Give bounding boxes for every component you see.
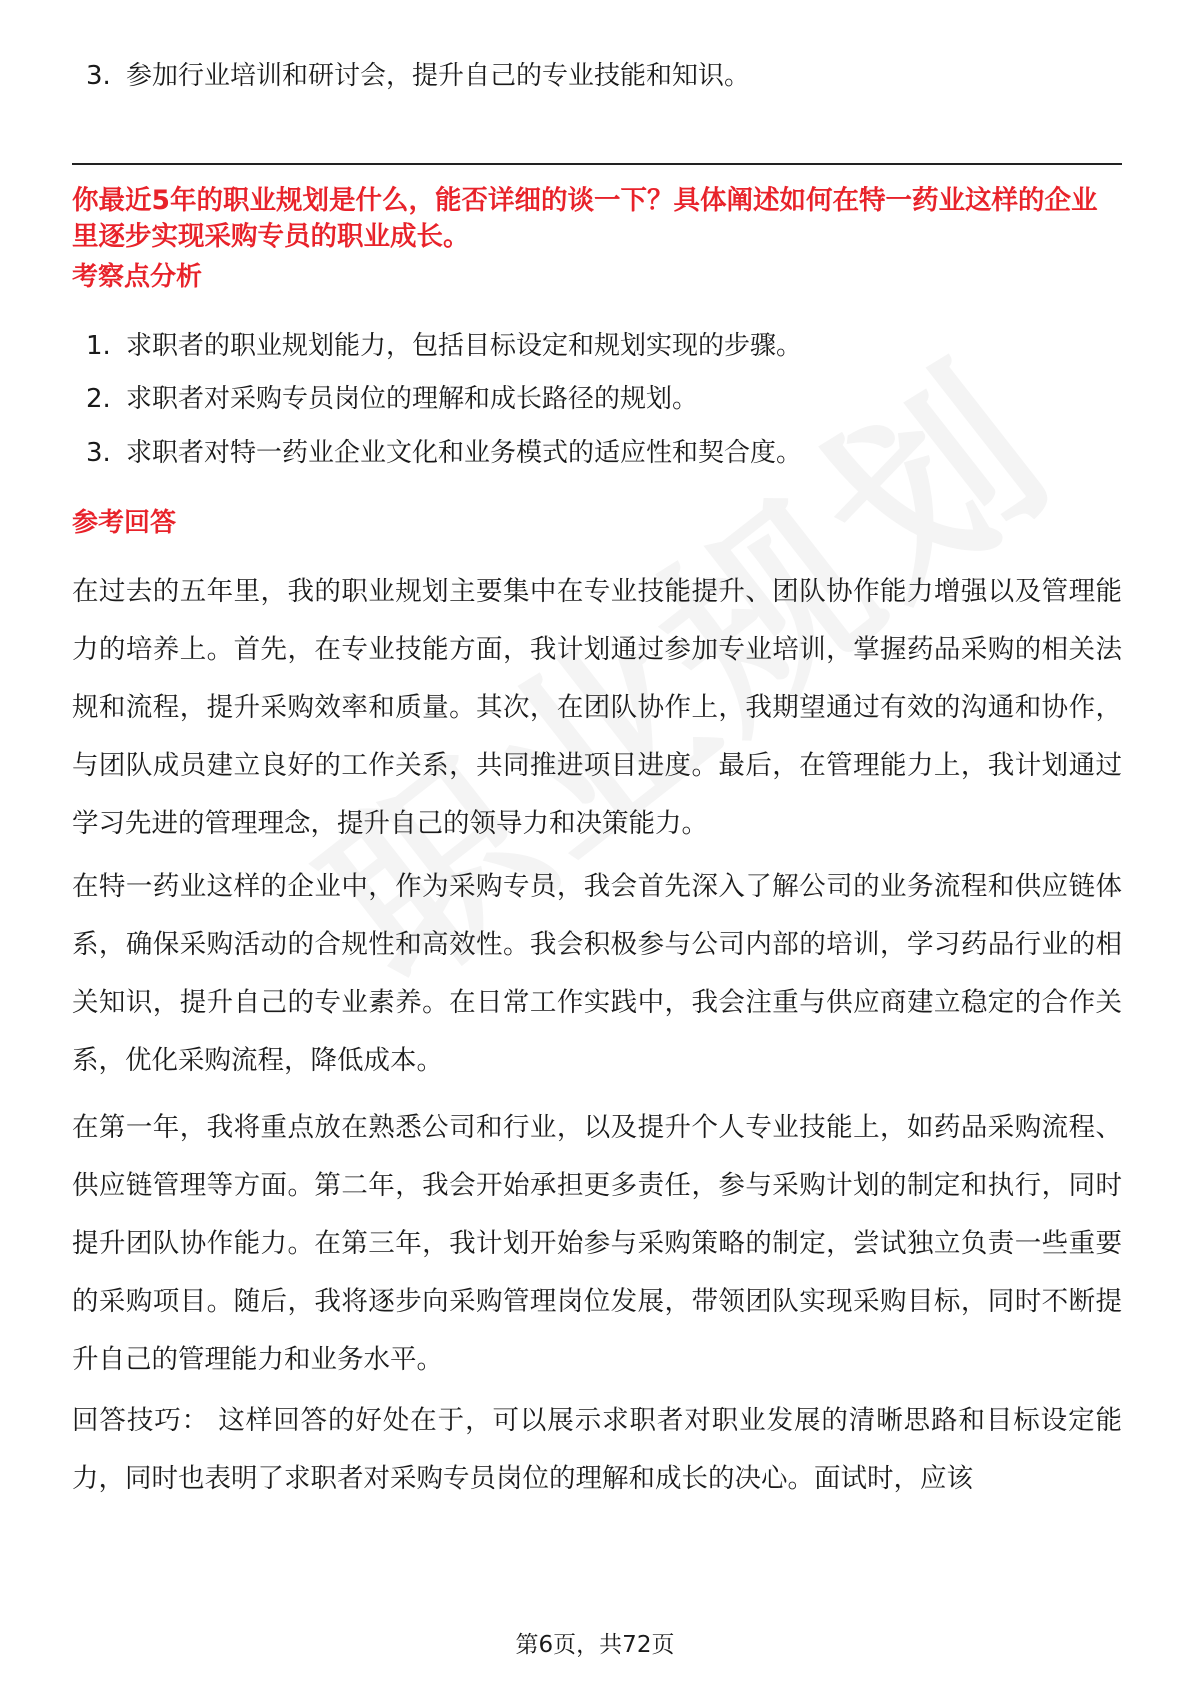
list-item (86, 328, 802, 364)
list-number: 3. (86, 61, 111, 91)
list-text: 求职者对特一药业企业文化和业务模式的适应性和契合度。 (126, 438, 803, 468)
list-item (86, 58, 750, 94)
section-divider (72, 163, 1122, 165)
answer-paragraph: 在过去的五年里，我的职业规划主要集中在专业技能提升、团队协作能力增强以及管理能力的培养上。首先，在专业技能方面，我计划通过参加专业培训，掌握药品采购的相关法规和流程，提升采购效率和质量。其次，在团队协作上，我期望通过有效的沟通和协作，与团队成员建立良好的工作关系，共同推进项目进度。最后，在管理能力上，我计划通过学习先进的管理理念，提升自己的领导力和决策能力。 (72, 576, 1122, 839)
list-number: 2. (86, 384, 111, 414)
question-heading: 你最近5年的职业规划是什么，能否详细的谈一下？具体阐述如何在特一药业这样的企业里逐步实现采购专员的职业成长。 (72, 185, 1098, 252)
list-number: 3. (86, 438, 111, 468)
answer-paragraph: 在第一年，我将重点放在熟悉公司和行业，以及提升个人专业技能上，如药品采购流程、供应链管理等方面。第二年，我会开始承担更多责任，参与采购计划的制定和执行，同时提升团队协作能力。在第三年，我计划开始参与采购策略的制定，尝试独立负责一些重要的采购项目。随后，我将逐步向采购管理岗位发展，带领团队实现采购目标，同时不断提升自己的管理能力和业务水平。 (72, 1112, 1122, 1375)
list-text: 求职者对采购专员岗位的理解和成长路径的规划。 (126, 384, 699, 414)
list-number: 1. (86, 331, 111, 361)
list-text: 参加行业培训和研讨会，提升自己的专业技能和知识。 (126, 61, 751, 91)
tips-paragraph: 回答技巧： 这样回答的好处在于，可以展示求职者对职业发展的清晰思路和目标设定能力，同时也表明了求职者对采购专员岗位的理解和成长的决心。面试时，应该 (72, 1405, 1122, 1494)
analysis-title: 考察点分析 (72, 262, 203, 292)
page-number-footer: 第6页，共72页 (515, 1632, 675, 1658)
answer-paragraph: 在特一药业这样的企业中，作为采购专员，我会首先深入了解公司的业务流程和供应链体系，确保采购活动的合规性和高效性。我会积极参与公司内部的培训，学习药品行业的相关知识，提升自己的专业素养。在日常工作实践中，我会注重与供应商建立稳定的合作关系，优化采购流程，降低成本。 (72, 871, 1122, 1076)
list-item (86, 381, 698, 417)
list-text: 求职者的职业规划能力，包括目标设定和规划实现的步骤。 (126, 331, 803, 361)
answer-title: 参考回答 (72, 508, 177, 538)
list-item (86, 435, 802, 471)
